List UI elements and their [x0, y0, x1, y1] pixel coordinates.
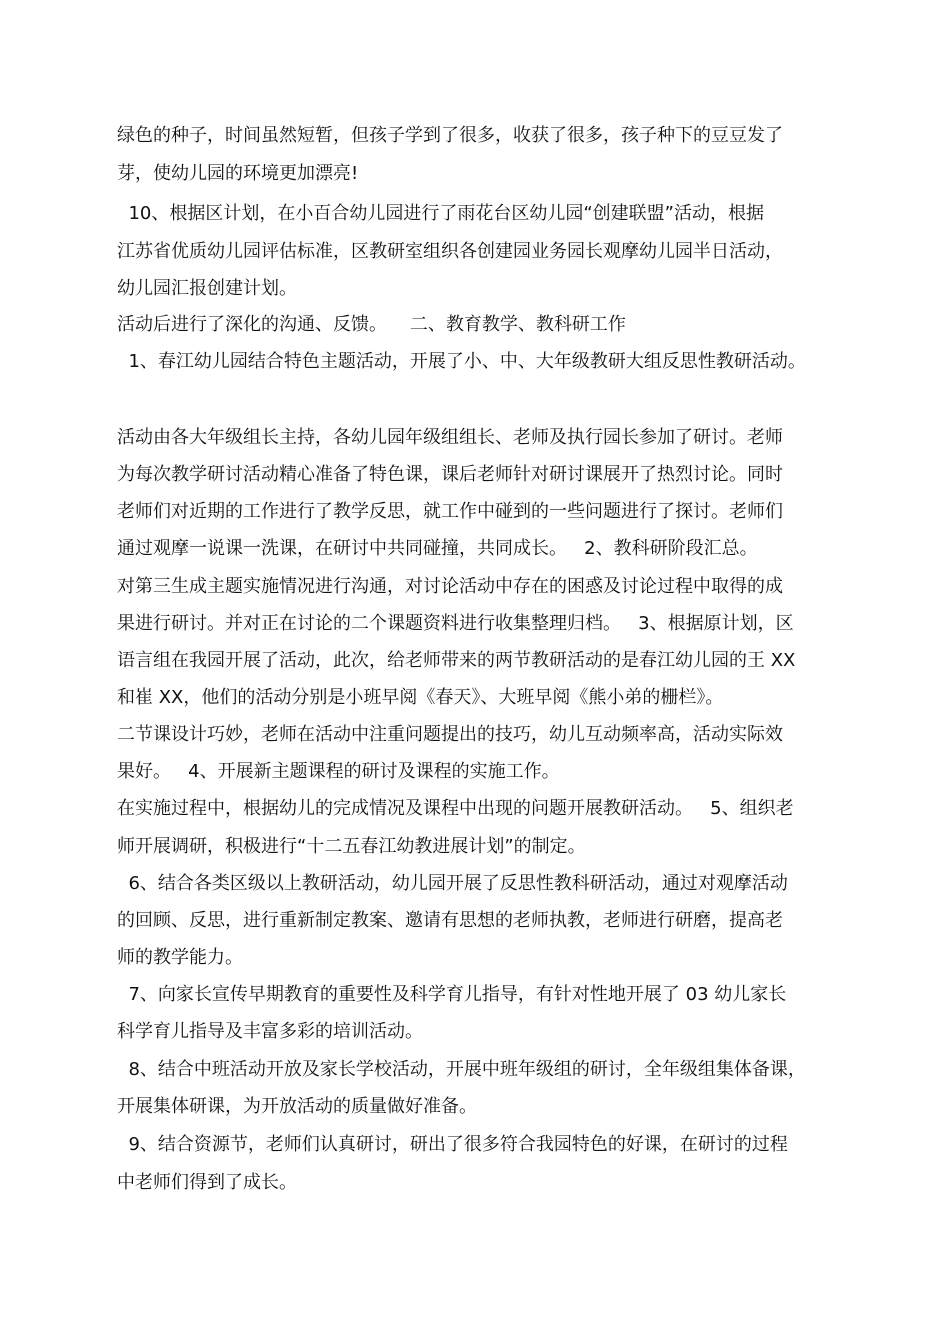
text-line: 二节课设计巧妙，老师在活动中注重问题提出的技巧，幼儿互动频率高，活动实际效: [117, 724, 783, 745]
text-line: 科学育儿指导及丰富多彩的培训活动。: [117, 1021, 423, 1042]
text-line: 6、结合各类区级以上教研活动，幼儿园开展了反思性教科研活动，通过对观摩活动: [117, 873, 788, 894]
text-line: 通过观摩一说课一洗课，在研讨中共同碰撞，共同成长。 2、教科研阶段汇总。: [117, 538, 758, 559]
text-line: 语言组在我园开展了活动，此次，给老师带来的两节教研活动的是春江幼儿园的王 XX: [117, 650, 796, 671]
text-line: 果进行研讨。并对正在讨论的二个课题资料进行收集整理归档。 3、根据原计划，区: [117, 613, 794, 634]
text-line: 对第三生成主题实施情况进行沟通，对讨论活动中存在的困惑及讨论过程中取得的成: [117, 576, 783, 597]
text-line: 10、根据区计划，在小百合幼儿园进行了雨花台区幼儿园“创建联盟”活动，根据: [117, 203, 764, 224]
text-line: 师开展调研，积极进行“十二五春江幼教进展计划”的制定。: [117, 836, 586, 857]
text-line: 在实施过程中，根据幼儿的完成情况及课程中出现的问题开展教研活动。 5、组织老: [117, 798, 794, 819]
text-line: 幼儿园汇报创建计划。: [117, 278, 297, 299]
text-line: 活动后进行了深化的沟通、反馈。 二、教育教学、教科研工作: [117, 314, 626, 335]
text-line: 活动由各大年级组长主持，各幼儿园年级组组长、老师及执行园长参加了研讨。老师: [117, 427, 783, 448]
text-line: 开展集体研课，为开放活动的质量做好准备。: [117, 1096, 477, 1117]
text-line: 师的教学能力。: [117, 947, 243, 968]
text-line: 和崔 XX，他们的活动分别是小班早阅《春天》、大班早阅《熊小弟的栅栏》。: [117, 687, 724, 708]
text-line: 9、结合资源节，老师们认真研讨，研出了很多符合我园特色的好课，在研讨的过程: [117, 1134, 788, 1155]
text-line: 中老师们得到了成长。: [117, 1172, 297, 1193]
text-line: 芽，使幼儿园的环境更加漂亮!: [117, 163, 359, 184]
text-line: 为每次教学研讨活动精心准备了特色课，课后老师针对研讨课展开了热烈讨论。同时: [117, 464, 783, 485]
text-line: 7、向家长宣传早期教育的重要性及科学育儿指导，有针对性地开展了 03 幼儿家长: [117, 984, 787, 1005]
text-line: 的回顾、反思，进行重新制定教案、邀请有思想的老师执教，老师进行研磨，提高老: [117, 910, 783, 931]
text-line: 江苏省优质幼儿园评估标准，区教研室组织各创建园业务园长观摩幼儿园半日活动，: [117, 241, 783, 262]
text-line: 老师们对近期的工作进行了教学反思，就工作中碰到的一些问题进行了探讨。老师们: [117, 501, 783, 522]
text-line: 果好。 4、开展新主题课程的研讨及课程的实施工作。: [117, 761, 560, 782]
text-line: 1、春江幼儿园结合特色主题活动，开展了小、中、大年级教研大组反思性教研活动。: [117, 351, 806, 372]
text-line: 绿色的种子，时间虽然短暂，但孩子学到了很多，收获了很多，孩子种下的豆豆发了: [117, 125, 783, 146]
text-line: 8、结合中班活动开放及家长学校活动，开展中班年级组的研讨，全年级组集体备课，: [117, 1059, 806, 1080]
